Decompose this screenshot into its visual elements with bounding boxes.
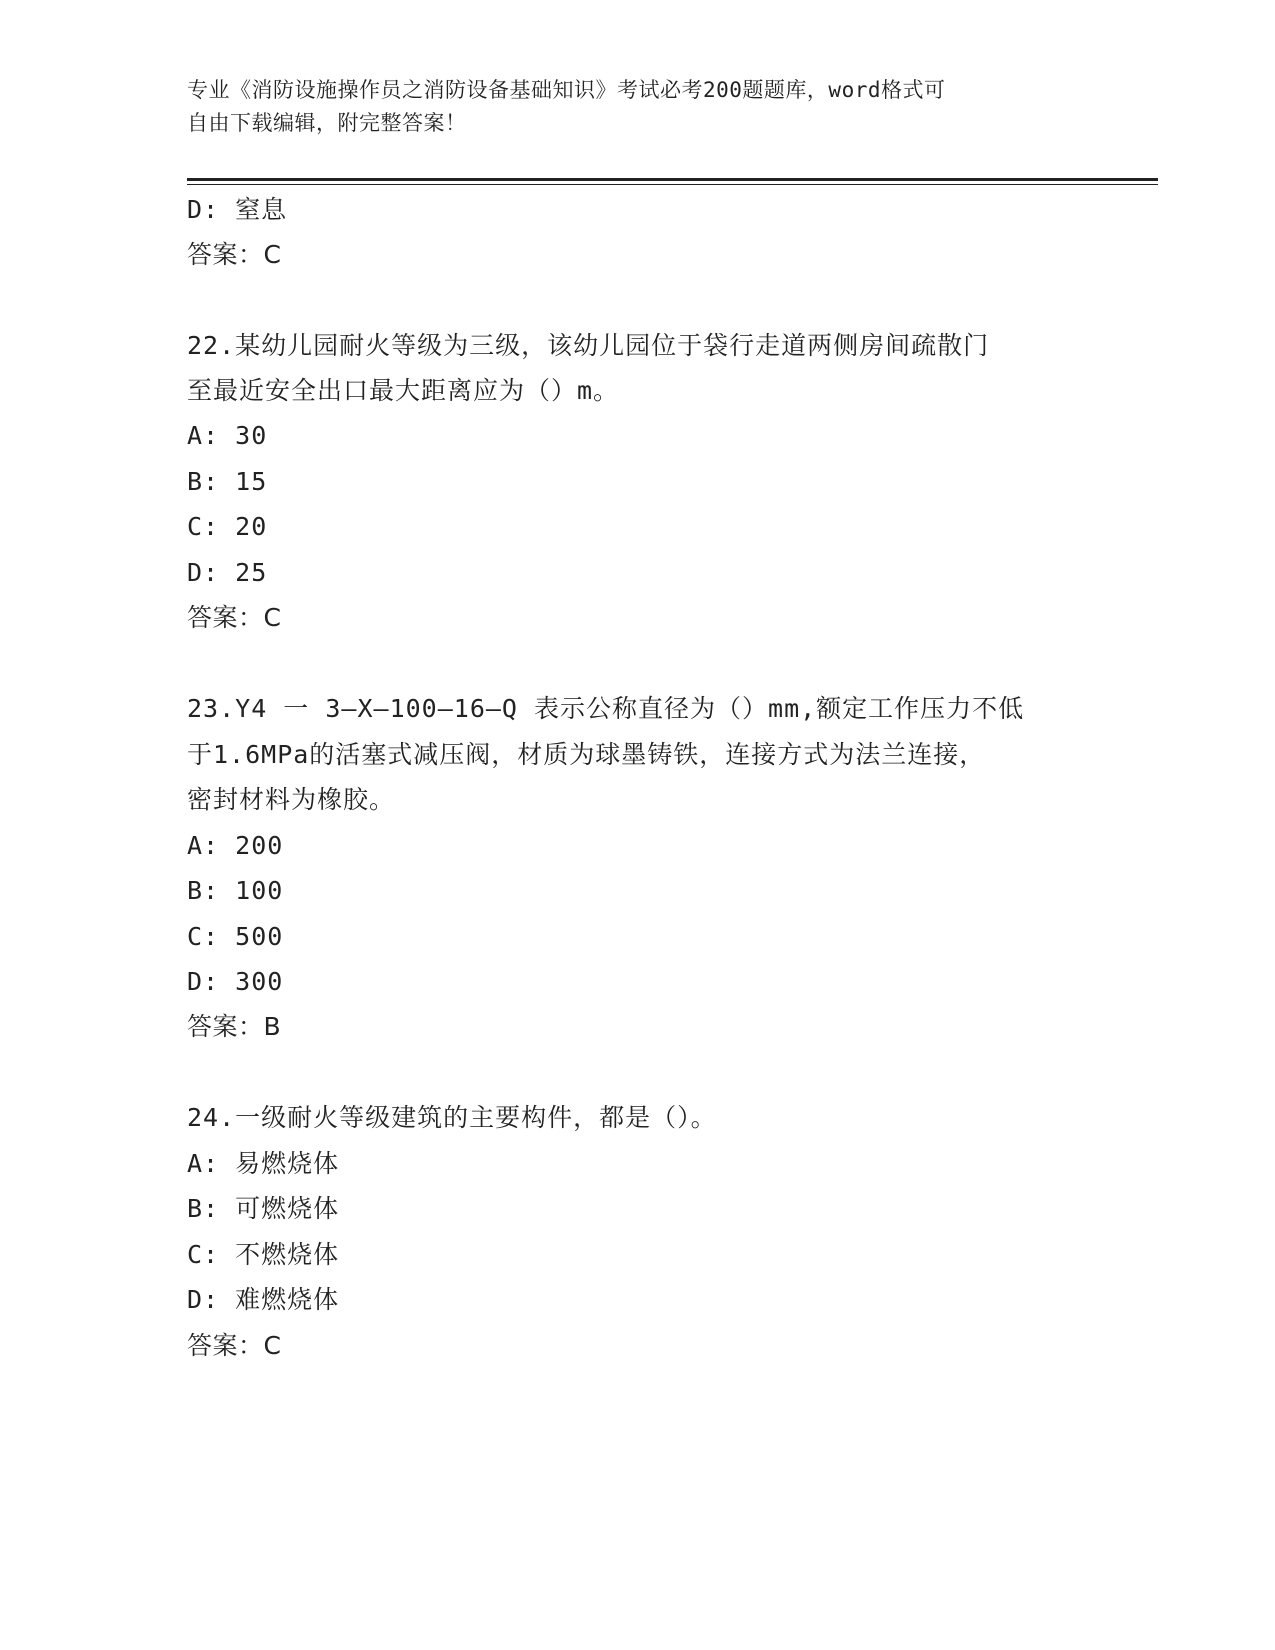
q22-stem-line-2: 至最近安全出口最大距离应为（）m。 xyxy=(187,376,620,405)
q23-option-d: D: 300 xyxy=(187,967,284,996)
q24-option-d: D: 难燃烧体 xyxy=(187,1285,340,1314)
q23-stem-line-1: 23.Y4 一 3—X—100—16—Q 表示公称直径为（）mm,额定工作压力不低 xyxy=(187,694,1025,723)
q22-option-b: B: 15 xyxy=(187,467,268,496)
q21-answer: 答案：C xyxy=(187,240,282,269)
q23-option-a: A: 200 xyxy=(187,831,284,860)
q23-option-b: B: 100 xyxy=(187,876,284,905)
header-divider-thin xyxy=(187,184,1158,185)
q22-option-a: A: 30 xyxy=(187,421,268,450)
q21-option-d: D: 窒息 xyxy=(187,195,288,224)
q23-option-c: C: 500 xyxy=(187,922,284,951)
q24-option-c: C: 不燃烧体 xyxy=(187,1240,340,1269)
q24-answer: 答案：C xyxy=(187,1331,282,1360)
q24-option-b: B: 可燃烧体 xyxy=(187,1194,340,1223)
header-line-1: 专业《消防设施操作员之消防设备基础知识》考试必考200题题库，word格式可 xyxy=(187,78,946,102)
q22-option-c: C: 20 xyxy=(187,512,268,541)
q23-stem-line-2: 于1.6MPa的活塞式减压阀，材质为球墨铸铁，连接方式为法兰连接， xyxy=(187,740,986,769)
q24-stem-line-1: 24.一级耐火等级建筑的主要构件，都是（）。 xyxy=(187,1103,717,1132)
q22-answer: 答案：C xyxy=(187,603,282,632)
header-line-2: 自由下载编辑，附完整答案！ xyxy=(187,111,467,135)
q23-stem-line-3: 密封材料为橡胶。 xyxy=(187,785,396,814)
document-header xyxy=(187,74,1087,140)
q23-answer: 答案：B xyxy=(187,1012,282,1041)
q24-option-a: A: 易燃烧体 xyxy=(187,1149,340,1178)
header-divider-thick xyxy=(187,178,1158,181)
q22-stem-line-1: 22.某幼儿园耐火等级为三级，该幼儿园位于袋行走道两侧房间疏散门 xyxy=(187,331,990,360)
q22-option-d: D: 25 xyxy=(187,558,268,587)
